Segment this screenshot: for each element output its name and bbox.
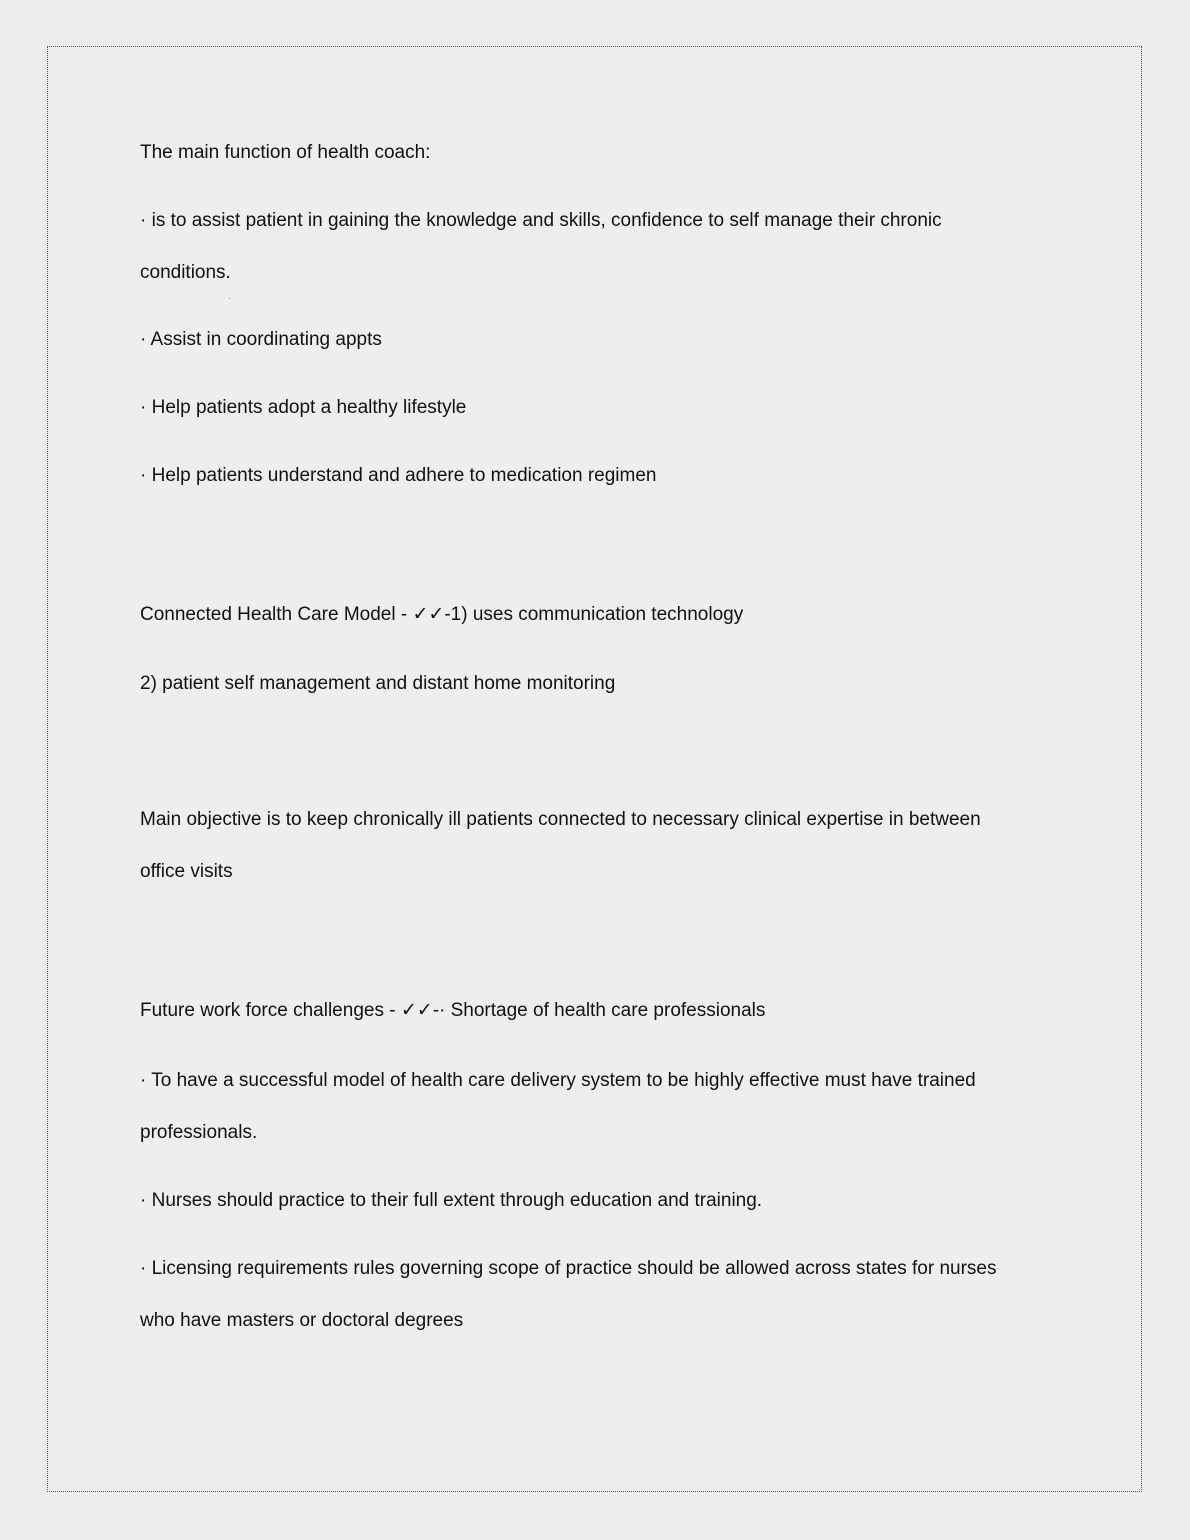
connected-model-term: Connected Health Care Model - <box>140 604 413 625</box>
stray-mark <box>229 298 230 299</box>
main-objective-line-2: office visits <box>140 861 233 882</box>
workforce-definition-1: -· Shortage of health care professionals <box>432 1000 766 1021</box>
workforce-line-1 <box>140 998 765 1023</box>
connected-model-definition-2: 2) patient self management and distant home monitoring <box>140 673 616 694</box>
connected-model-definition-1: -1) uses communication technology <box>444 604 744 625</box>
health-coach-heading: The main function of health coach: <box>140 142 431 163</box>
workforce-bullet-2-line-2: professionals. <box>140 1122 258 1143</box>
health-coach-bullet-2: · Assist in coordinating appts <box>140 329 382 350</box>
workforce-term: Future work force challenges - <box>140 1000 401 1021</box>
workforce-bullet-3: · Nurses should practice to their full extent through education and training. <box>140 1190 763 1211</box>
health-coach-bullet-1-line-2: conditions. <box>140 262 231 283</box>
main-objective-line-1: Main objective is to keep chronically ill patients connected to necessary clinical expertise in between <box>140 809 981 830</box>
double-check-icon: ✓✓ <box>412 603 445 625</box>
health-coach-bullet-1-line-1: · is to assist patient in gaining the knowledge and skills, confidence to self manage their chronic <box>140 210 942 231</box>
workforce-bullet-2-line-1: · To have a successful model of health care delivery system to be highly effective must have trained <box>140 1070 976 1091</box>
double-check-icon: ✓✓ <box>400 999 433 1021</box>
connected-model-line-1 <box>140 602 743 627</box>
workforce-bullet-4-line-2: who have masters or doctoral degrees <box>140 1310 464 1331</box>
health-coach-bullet-3: · Help patients adopt a healthy lifestyle <box>140 397 467 418</box>
workforce-bullet-4-line-1: · Licensing requirements rules governing scope of practice should be allowed across states for nurses <box>140 1258 997 1279</box>
health-coach-bullet-4: · Help patients understand and adhere to medication regimen <box>140 465 657 486</box>
